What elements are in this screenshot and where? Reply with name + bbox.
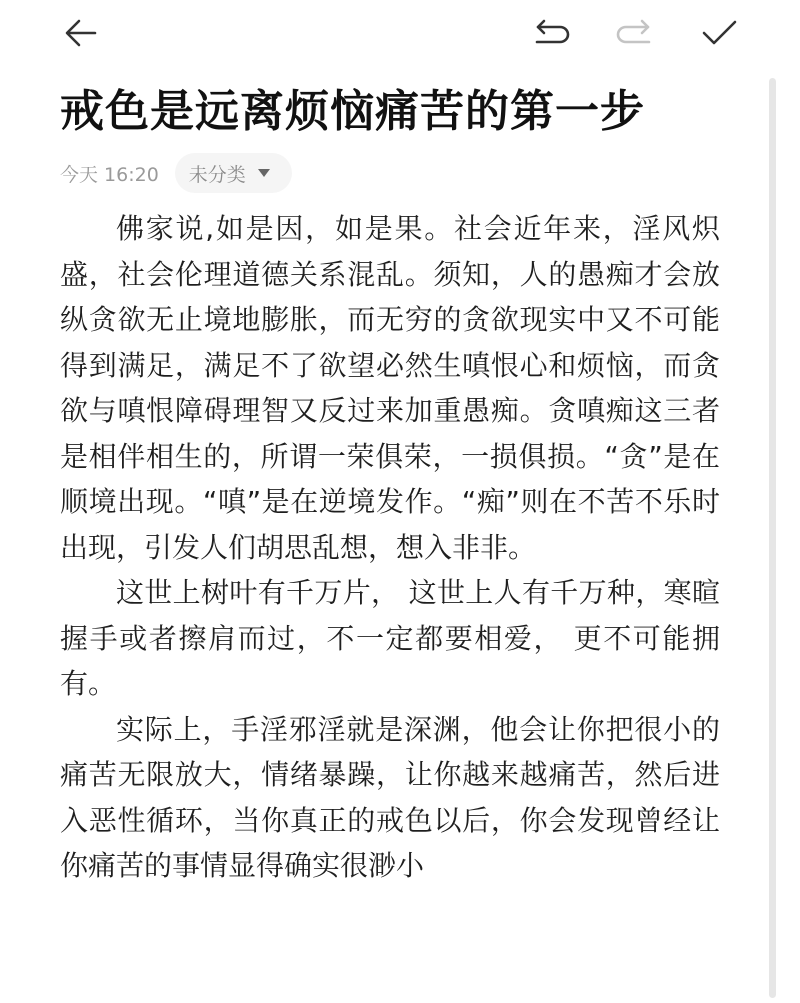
checkmark-icon (698, 13, 740, 53)
undo-icon (530, 13, 572, 53)
done-button[interactable] (696, 10, 742, 56)
arrow-left-icon (61, 13, 101, 53)
category-dropdown[interactable] (175, 153, 292, 193)
editor-toolbar (0, 0, 800, 70)
category-label: 未分类 (188, 163, 246, 186)
back-button[interactable] (58, 10, 104, 56)
note-title[interactable]: 戒色是远离烦恼痛苦的第一步 (60, 86, 645, 137)
scrollbar[interactable] (769, 78, 776, 998)
redo-icon (614, 13, 656, 53)
note-meta (60, 153, 292, 193)
note-timestamp: 今天 16:20 (60, 163, 159, 186)
note-body[interactable] (60, 206, 720, 889)
body-paragraph: 实际上，手淫邪淫就是深渊，他会让你把很小的痛苦无限放大，情绪暴躁，让你越来越痛苦，然后进入恶性循环，当你真正的戒色以后，你会发现曾经让你痛苦的事情显得确实很渺小 (60, 712, 720, 882)
caret-down-icon (258, 169, 270, 177)
redo-button[interactable] (612, 10, 658, 56)
undo-button[interactable] (528, 10, 574, 56)
body-paragraph: 佛家说,如是因，如是果。社会近年来，淫风炽盛，社会伦理道德关系混乱。须知，人的愚痴才会放纵贪欲无止境地膨胀，而无穷的贪欲现实中又不可能得到满足，满足不了欲望必然生嗔恨心和烦恼，而贪欲与嗔恨障碍理智又反过来加重愚痴。贪嗔痴这三者是相伴相生的，所谓一荣俱荣，一损俱损。“贪”是在顺境出现。“嗔”是在逆境发作。“痴”则在不苦不乐时出现，引发人们胡思乱想，想入非非。 (60, 212, 720, 564)
body-paragraph: 这世上树叶有千万片， 这世上人有千万种，寒暄握手或者擦肩而过，不一定都要相爱， 更不可能拥有。 (60, 576, 720, 700)
